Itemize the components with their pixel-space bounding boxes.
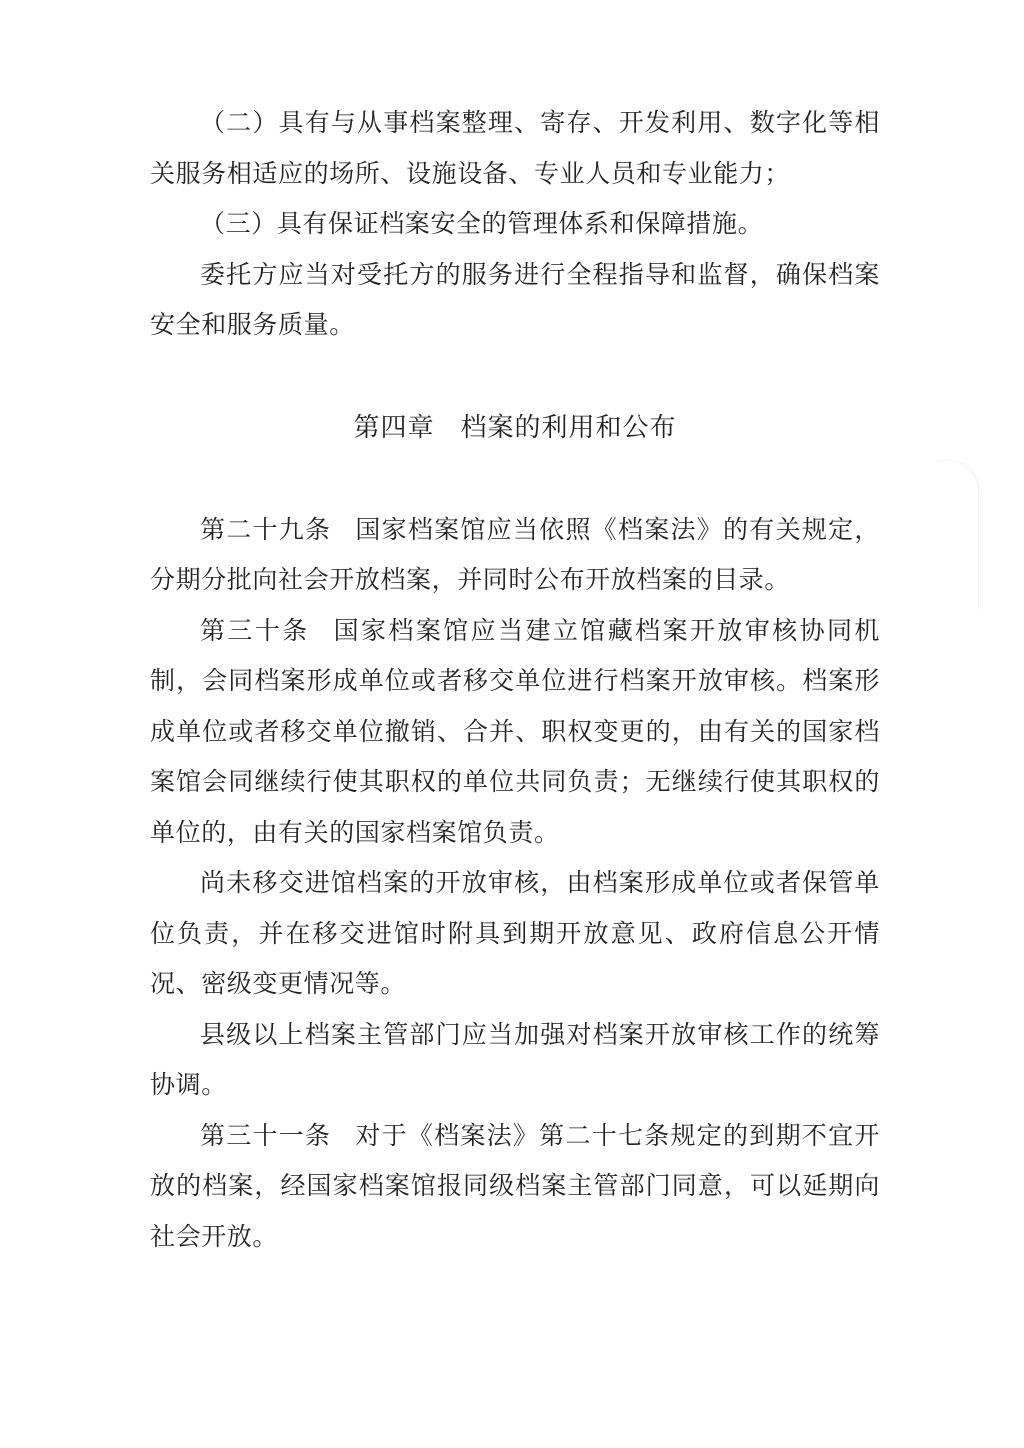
- paragraph-item-2: （二）具有与从事档案整理、寄存、开发利用、数字化等相关服务相适应的场所、设施设备、专业人员和专业能力；: [150, 108, 880, 188]
- article-31-number: 第三十一条: [200, 1120, 332, 1150]
- chapter-title: 档案的利用和公布: [460, 412, 677, 443]
- article-29-number: 第二十九条: [200, 514, 332, 544]
- article-30-number: 第三十条: [200, 615, 310, 645]
- paragraph-county-coordination: 县级以上档案主管部门应当加强对档案开放审核工作的统筹协调。: [150, 1019, 880, 1099]
- article-29: [150, 505, 880, 606]
- article-31: [150, 1111, 880, 1263]
- page-edge-shadow: [938, 460, 979, 611]
- paragraph-entrust-supervision: 委托方应当对受托方的服务进行全程指导和监督，确保档案安全和服务质量。: [150, 259, 880, 339]
- article-30-text: 国家档案馆应当建立馆藏档案开放审核协同机制，会同档案形成单位或者移交单位进行档案开放审核。档案形成单位或者移交单位撤销、合并、职权变更的，由有关的国家档案馆会同继续行使其职权的单位共同负责；无继续行使其职权的单位的，由有关的国家档案馆负责。: [150, 615, 880, 847]
- paragraph-item-3: （三）具有保证档案安全的管理体系和保障措施。: [200, 209, 764, 238]
- article-31-text: 对于《档案法》第二十七条规定的到期不宜开放的档案，经国家档案馆报同级档案主管部门同意，可以延期向社会开放。: [150, 1120, 880, 1251]
- document-page: [150, 98, 880, 1262]
- chapter-number: 第四章: [353, 412, 435, 443]
- paragraph-unsubmitted-review: 尚未移交进馆档案的开放审核，由档案形成单位或者保管单位负责，并在移交进馆时附具到期开放意见、政府信息公开情况、密级变更情况等。: [150, 868, 880, 998]
- article-30: [150, 606, 880, 859]
- chapter-heading: [150, 403, 880, 453]
- article-29-text: 国家档案馆应当依照《档案法》的有关规定，分期分批向社会开放档案，并同时公布开放档案的目录。: [150, 514, 880, 594]
